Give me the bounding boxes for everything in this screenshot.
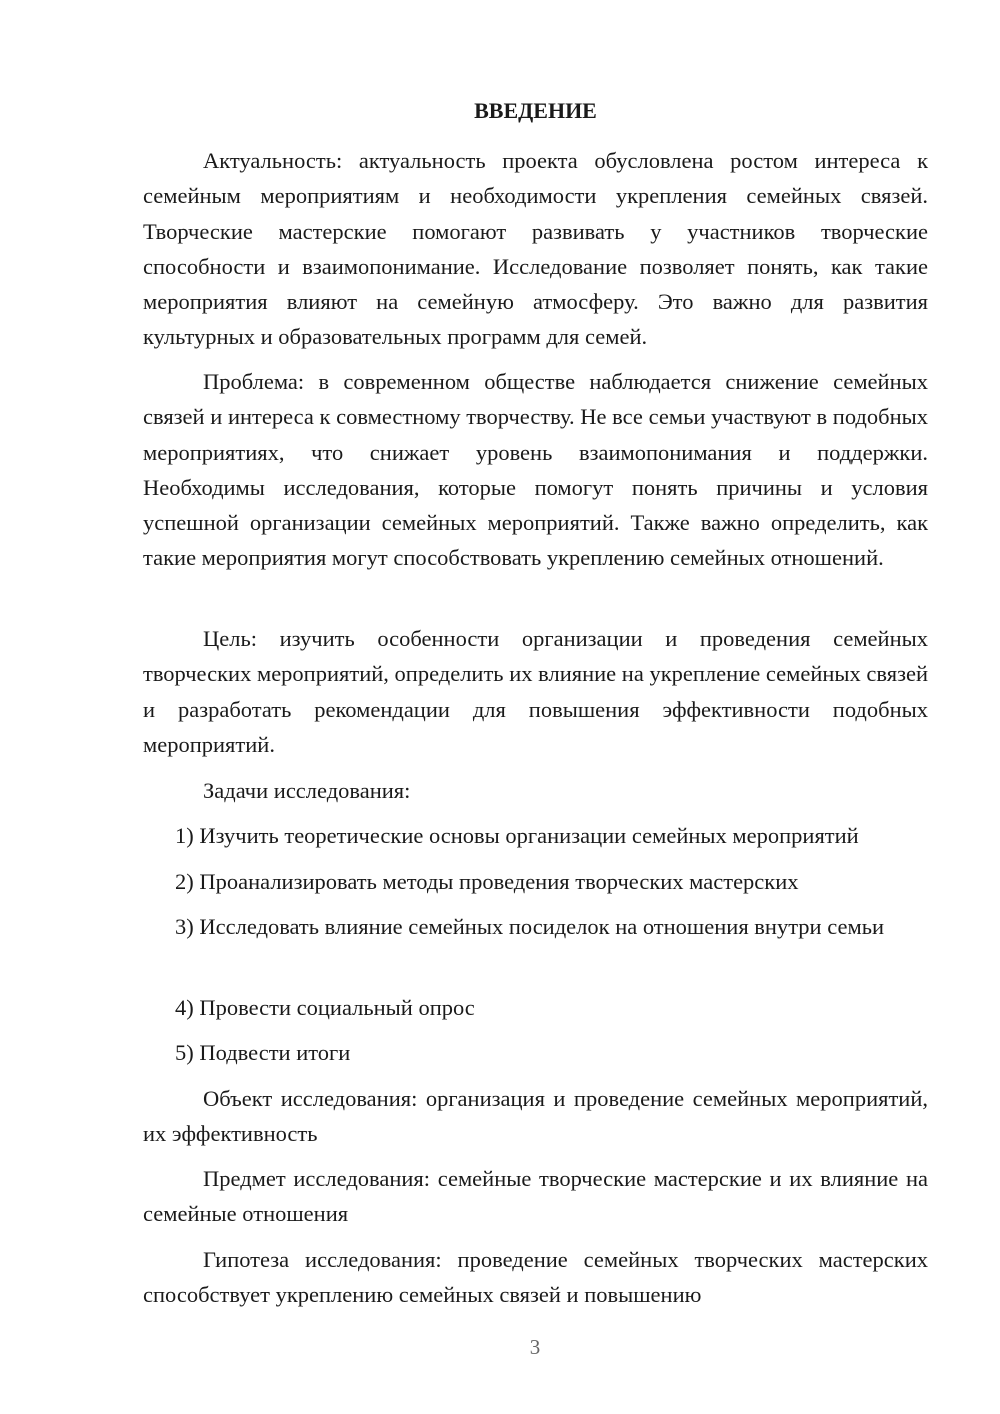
task-item: 2) Проанализировать методы проведения творческих мастерских (175, 869, 799, 894)
object-paragraph: Объект исследования: организация и проведение семейных мероприятий, их эффективность (143, 1086, 928, 1147)
task-item: 5) Подвести итоги (175, 1040, 351, 1065)
hypothesis-paragraph: Гипотеза исследования: проведение семейных творческих мастерских способствует укреплению семейных связей и повышению (143, 1247, 928, 1308)
task-item: 3) Исследовать влияние семейных посиделок на отношения внутри семьи (175, 914, 885, 939)
task-item: 4) Провести социальный опрос (175, 995, 475, 1020)
goal-paragraph: Цель: изучить особенности организации и проведения семейных творческих мероприятий, определить их влияние на укрепление семейных связей и разработать рекомендации для повышения эффективности подобных мероприятий. (143, 626, 928, 757)
relevance-paragraph: Актуальность: актуальность проекта обусловлена ростом интереса к семейным мероприятиям и необходимости укрепления семейных связей. Творческие мастерские помогают развивать у участников творческие способности и взаимопонимание. Исследование позволяет понять, как такие мероприятия влияют на семейную атмосферу. Это важно для развития культурных и образовательных программ для семей. (143, 148, 928, 350)
tasks-heading: Задачи исследования: (203, 778, 411, 803)
task-item: 1) Изучить теоретические основы организации семейных мероприятий (175, 823, 859, 848)
problem-paragraph: Проблема: в современном обществе наблюдается снижение семейных связей и интереса к совместному творчеству. Не все семьи участвуют в подобных мероприятиях, что снижает уровень взаимопонимания и поддержки. Необходимы исследования, которые помогут понять причины и условия успешной организации семейных мероприятий. Также важно определить, как такие мероприятия могут способствовать укреплению семейных отношений. (143, 369, 928, 571)
subject-paragraph: Предмет исследования: семейные творческие мастерские и их влияние на семейные отношения (143, 1166, 928, 1227)
page-title: ВВЕДЕНИЕ (474, 98, 597, 123)
page-number: 3 (529, 1335, 541, 1359)
